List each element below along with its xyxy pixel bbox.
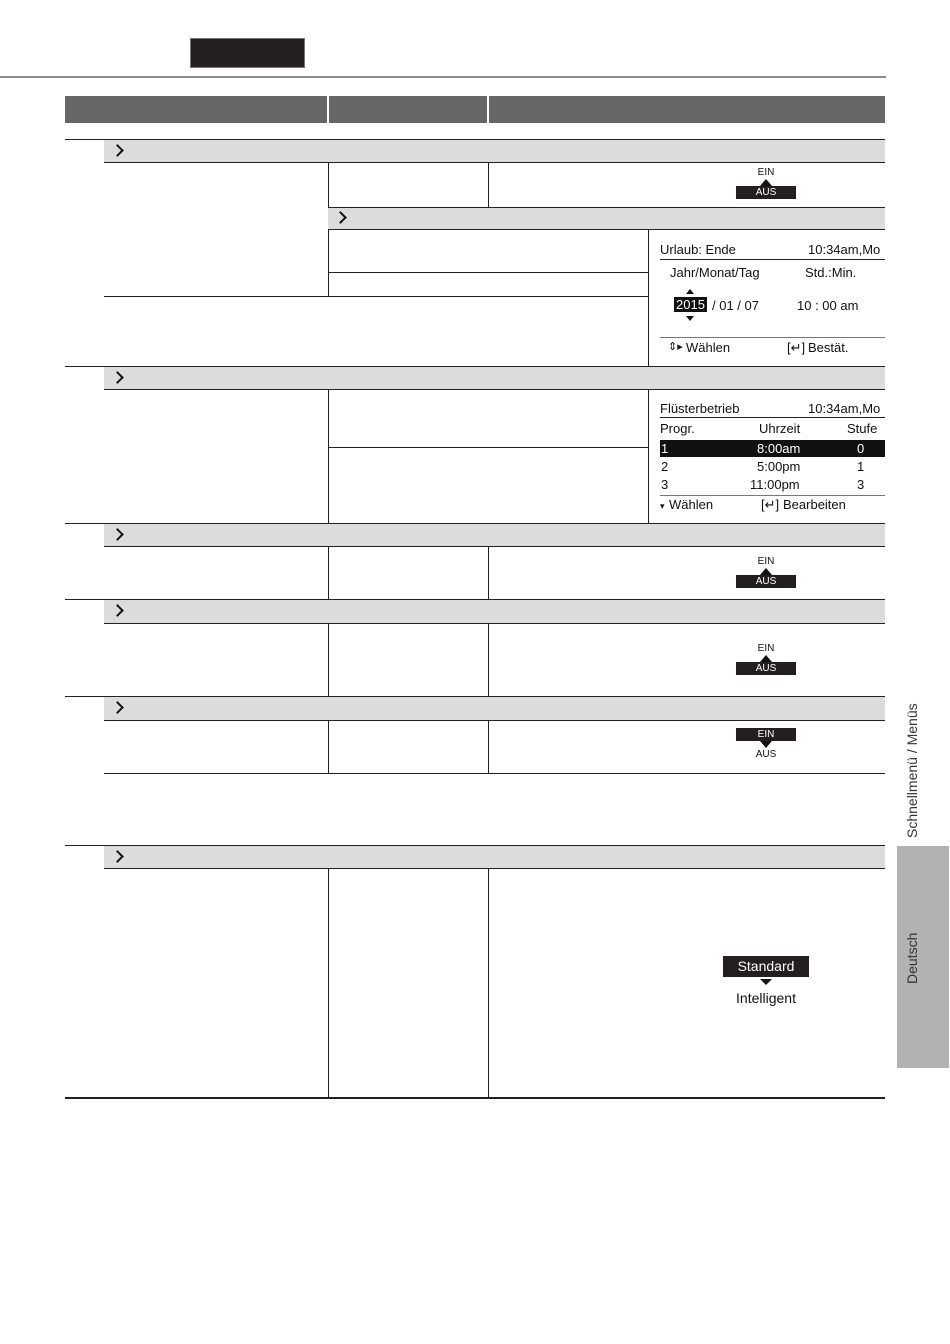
divider (488, 624, 489, 697)
toggle-on-label: EIN (757, 556, 775, 567)
quiet-row-prog: 2 (661, 459, 669, 474)
section-bar-6 (104, 845, 885, 869)
quiet-row-prog: 3 (661, 477, 669, 492)
divider (488, 547, 489, 600)
side-section-label: Schnellmenü / Menüs (904, 703, 920, 838)
quiet-row-time: 5:00pm (757, 459, 801, 474)
divider (328, 624, 329, 697)
divider (660, 259, 885, 260)
arrow-up-icon (760, 655, 772, 662)
quiet-header-prog: Progr. (660, 421, 695, 436)
quiet-clock: 10:34am,Mo (808, 401, 881, 416)
divider (488, 163, 489, 207)
divider (660, 495, 885, 496)
divider (328, 447, 649, 448)
quiet-header-level: Stufe (847, 421, 878, 436)
divider (104, 773, 885, 774)
quiet-title: Flüsterbetrieb (660, 401, 740, 416)
toggle-on-label: EIN (736, 728, 796, 741)
quiet-row-time: 8:00am (757, 441, 801, 456)
vacation-date-label: Jahr/Monat/Tag (670, 265, 760, 280)
vacation-clock: 10:34am,Mo (808, 242, 881, 257)
column-header-1 (65, 96, 327, 123)
divider (488, 869, 489, 1098)
toggle-on-selected (736, 728, 796, 761)
divider (660, 417, 885, 418)
divider (104, 296, 649, 297)
quiet-select-label: Wählen (669, 497, 714, 512)
divider (660, 337, 885, 338)
column-header-3 (489, 96, 885, 123)
vacation-select-label: Wählen (686, 340, 731, 355)
divider (328, 721, 329, 773)
toggle-off-label: AUS (736, 662, 796, 675)
arrow-down-icon (760, 979, 772, 985)
enter-icon: [↵] (787, 340, 806, 355)
subsection-bar-1 (328, 207, 885, 230)
divider (328, 163, 329, 207)
section-bar-4 (104, 599, 885, 624)
column-header-2 (329, 96, 487, 123)
side-language-label: Deutsch (904, 932, 920, 984)
arrow-down-icon (760, 741, 772, 748)
mode-other-label: Intelligent (736, 990, 796, 1006)
quiet-header-time: Uhrzeit (759, 421, 801, 436)
vacation-year: 2015 (676, 297, 705, 312)
quiet-edit-label: Bearbeiten (783, 497, 846, 512)
divider (328, 869, 329, 1098)
divider (648, 390, 649, 523)
toggle-off-selected (736, 166, 796, 199)
arrow-up-icon (760, 568, 772, 575)
toggle-on-label: EIN (757, 167, 775, 178)
arrow-up-icon (760, 179, 772, 186)
toggle-off-selected (736, 555, 796, 588)
quiet-row-time: 11:00pm (750, 477, 800, 492)
toggle-off-label: AUS (736, 575, 796, 588)
vacation-month-day: / 01 / 07 (712, 298, 759, 313)
divider (328, 230, 329, 297)
arrow-down-small-icon: ▾ (660, 501, 665, 511)
up-down-icon: ⇕▸ (668, 341, 683, 353)
quiet-row-level: 0 (857, 441, 865, 456)
header-rule (0, 76, 886, 78)
vacation-time-value: 10 : 00 am (797, 298, 859, 313)
enter-icon: [↵] (761, 497, 780, 512)
divider (488, 721, 489, 773)
divider (328, 547, 329, 600)
divider (328, 390, 329, 523)
toggle-on-label: EIN (757, 643, 775, 654)
arrow-up-icon (686, 289, 694, 294)
divider (648, 230, 649, 366)
divider (328, 272, 649, 273)
toggle-off-selected (736, 642, 796, 675)
vacation-confirm-label: Bestät. (808, 340, 849, 355)
header-tab (190, 38, 305, 68)
section-bar-3 (104, 523, 885, 547)
table-bottom-rule (65, 1097, 885, 1099)
toggle-off-label: AUS (736, 186, 796, 199)
section-bar-1 (104, 139, 885, 163)
mode-selected-label: Standard (723, 956, 809, 977)
arrow-down-icon (686, 316, 694, 321)
quiet-row-prog: 1 (661, 441, 669, 456)
toggle-off-label: AUS (755, 749, 777, 760)
vacation-time-label: Std.:Min. (805, 265, 857, 280)
vacation-title: Urlaub: Ende (660, 242, 736, 257)
quiet-row-level: 3 (857, 477, 865, 492)
section-bar-2 (104, 366, 885, 390)
section-bar-5 (104, 696, 885, 721)
quiet-row-level: 1 (857, 459, 865, 474)
